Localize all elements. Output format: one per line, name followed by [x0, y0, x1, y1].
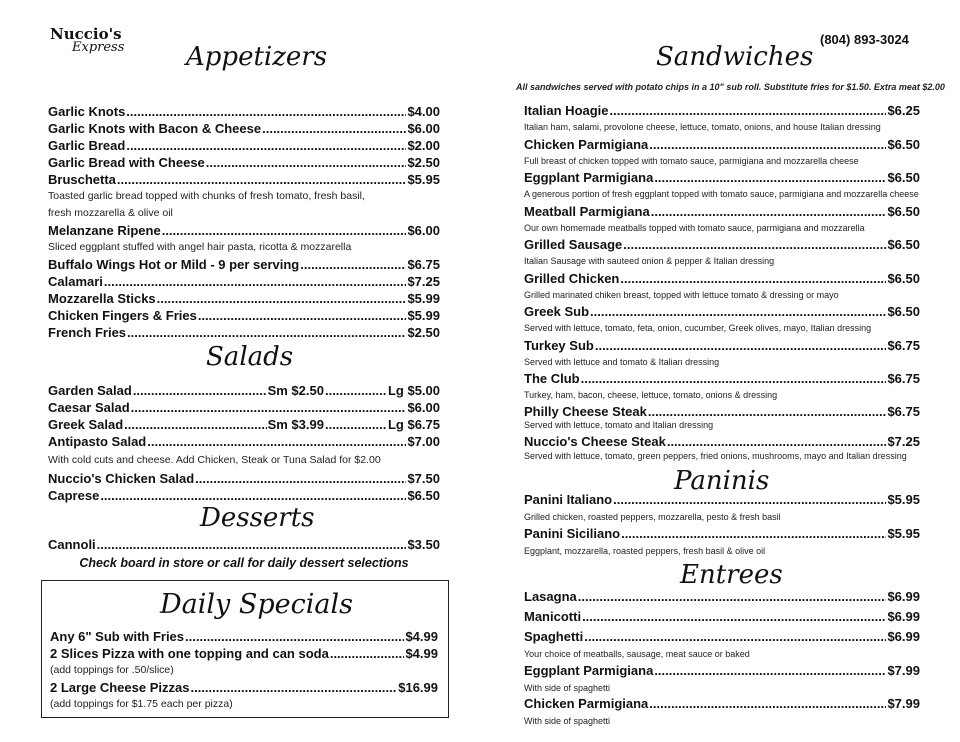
salads-heading: Salads [206, 342, 294, 372]
restaurant-logo [50, 26, 124, 54]
antipasto-description: With cold cuts and cheese. Add Chicken, Steak or Tuna Salad for $2.00 [48, 454, 381, 466]
menu-item-garlic-bread-cheese: Garlic Bread with Cheese ..... $2.50 [48, 154, 440, 171]
menu-item-caprese: Caprese ..... $6.50 [48, 487, 440, 504]
menu-item-panini-siciliano: Panini Siciliano ..... $5.95 [524, 525, 920, 542]
menu-item-meatball-parmigiana: Meatball Parmigiana ..... $6.50 [524, 203, 920, 220]
menu-item-buffalo-wings: Buffalo Wings Hot or Mild - 9 per serving ..... $6.75 [48, 256, 440, 273]
entrees-heading: Entrees [680, 560, 783, 590]
menu-item-mozzarella-sticks: Mozzarella Sticks ..... $5.99 [48, 290, 440, 307]
menu-item-antipasto-salad: Antipasto Salad ..... $7.00 [48, 433, 440, 450]
special-two-slices: 2 Slices Pizza with one topping and can soda ..... $4.99 [50, 645, 438, 662]
chicken-parmigiana-sub-description: Full breast of chicken topped with tomato sauce, parmigiana and mozzarella cheese [524, 156, 859, 166]
paninis-heading: Paninis [674, 466, 770, 496]
eggplant-parmigiana-sub-description: A generous portion of fresh eggplant topped with tomato sauce, parmigiana and mozzarella cheese [524, 189, 919, 199]
menu-item-panini-italiano: Panini Italiano ..... $5.95 [524, 491, 920, 508]
chicken-parmigiana-entree-description: With side of spaghetti [524, 716, 611, 726]
menu-item-spaghetti: Spaghetti ..... $6.99 [524, 628, 920, 645]
menu-item-greek-salad: Greek Salad ..... Sm $3.99 ..... Lg $6.75 [48, 416, 440, 433]
panini-siciliano-description: Eggplant, mozzarella, roasted peppers, fresh basil & olive oil [524, 546, 766, 556]
daily-specials-box [41, 580, 449, 718]
menu-item-chicken-parmigiana-entree: Chicken Parmigiana ..... $7.99 [524, 695, 920, 712]
menu-item-cannoli: Cannoli ..... $3.50 [48, 536, 440, 553]
spaghetti-description: Your choice of meatballs, sausage, meat sauce or baked [524, 649, 750, 659]
menu-item-bruschetta: Bruschetta ..... $5.95 [48, 171, 440, 188]
logo-line-1: Nuccio's [50, 25, 122, 43]
bruschetta-description-2: fresh mozzarella & olive oil [48, 207, 173, 219]
melanzane-description: Sliced eggplant stuffed with angel hair pasta, ricotta & mozzarella [48, 241, 352, 253]
menu-item-grilled-chicken: Grilled Chicken ..... $6.50 [524, 270, 920, 287]
panini-italiano-description: Grilled chicken, roasted peppers, mozzarella, pesto & fresh basil [524, 512, 781, 522]
meatball-parmigiana-description: Our own homemade meatballs topped with tomato sauce, parmigiana and mozzarella [524, 223, 865, 233]
grilled-sausage-description: Italian Sausage with sauteed onion & pepper & Italian dressing [524, 256, 775, 266]
special-toppings-note-2: (add toppings for $1.75 each per pizza) [50, 698, 233, 710]
logo-line-2: Express [72, 40, 125, 55]
menu-item-eggplant-parmigiana-entree: Eggplant Parmigiana ..... $7.99 [524, 662, 920, 679]
sandwiches-intro: All sandwiches served with potato chips in a 10" sub roll. Substitute fries for $1.50. Extra meat $2.00 [516, 82, 945, 92]
menu-item-garlic-knots: Garlic Knots ..... $4.00 [48, 103, 440, 120]
menu-item-lasagna: Lasagna ..... $6.99 [524, 588, 920, 605]
the-club-description: Turkey, ham, bacon, cheese, lettuce, tomato, onions & dressing [524, 390, 778, 400]
menu-item-greek-sub: Greek Sub ..... $6.50 [524, 303, 920, 320]
desserts-note: Check board in store or call for daily dessert selections [79, 556, 409, 570]
greek-sub-description: Served with lettuce, tomato, feta, onion, cucumber, Greek olives, mayo, Italian dressing [524, 323, 872, 333]
menu-item-manicotti: Manicotti ..... $6.99 [524, 608, 920, 625]
menu-item-italian-hoagie: Italian Hoagie ..... $6.25 [524, 102, 920, 119]
italian-hoagie-description: Italian ham, salami, provolone cheese, lettuce, tomato, onions, and house Italian dressing [524, 122, 881, 132]
menu-item-caesar-salad: Caesar Salad ..... $6.00 [48, 399, 440, 416]
bruschetta-description-1: Toasted garlic bread topped with chunks of fresh tomato, fresh basil, [48, 190, 365, 202]
menu-item-philly-cheese-steak: Philly Cheese Steak ..... $6.75 [524, 403, 920, 420]
menu-item-garlic-knots-bacon: Garlic Knots with Bacon & Cheese ..... $6.00 [48, 120, 440, 137]
menu-item-melanzane: Melanzane Ripene ..... $6.00 [48, 222, 440, 239]
menu-item-chicken-parmigiana-sub: Chicken Parmigiana ..... $6.50 [524, 136, 920, 153]
turkey-sub-description: Served with lettuce and tomato & Italian dressing [524, 357, 720, 367]
menu-item-nuccios-cheese-steak: Nuccio's Cheese Steak ..... $7.25 [524, 433, 920, 450]
menu-item-garlic-bread: Garlic Bread ..... $2.00 [48, 137, 440, 154]
sandwiches-heading: Sandwiches [656, 42, 814, 72]
special-sub-with-fries: Any 6" Sub with Fries ..... $4.99 [50, 628, 438, 645]
menu-item-chicken-salad: Nuccio's Chicken Salad ..... $7.50 [48, 470, 440, 487]
menu-item-garden-salad: Garden Salad ..... Sm $2.50 ..... Lg $5.00 [48, 382, 440, 399]
menu-item-calamari: Calamari ..... $7.25 [48, 273, 440, 290]
menu-item-the-club: The Club ..... $6.75 [524, 370, 920, 387]
grilled-chicken-description: Grilled marinated chiken breast, topped with lettuce tomato & dressing or mayo [524, 290, 839, 300]
menu-item-french-fries: French Fries ..... $2.50 [48, 324, 440, 341]
phone-number: (804) 893-3024 [820, 32, 909, 47]
eggplant-parmigiana-entree-description: With side of spaghetti [524, 683, 611, 693]
menu-item-turkey-sub: Turkey Sub ..... $6.75 [524, 337, 920, 354]
special-large-cheese-pizzas: 2 Large Cheese Pizzas ..... $16.99 [50, 679, 438, 696]
daily-specials-heading: Daily Specials [160, 589, 353, 620]
special-toppings-note-1: (add toppings for .50/slice) [50, 664, 174, 676]
menu-item-eggplant-parmigiana-sub: Eggplant Parmigiana ..... $6.50 [524, 169, 920, 186]
appetizers-heading: Appetizers [186, 42, 328, 72]
nuccios-cheese-steak-description: Served with lettuce, tomato, green peppers, fried onions, mushrooms, mayo and Italian dressing [524, 451, 907, 461]
menu-item-grilled-sausage: Grilled Sausage ..... $6.50 [524, 236, 920, 253]
menu-item-chicken-fingers: Chicken Fingers & Fries ..... $5.99 [48, 307, 440, 324]
philly-cheese-steak-description: Served with lettuce, tomato and Italian dressing [524, 420, 714, 430]
desserts-heading: Desserts [200, 503, 315, 533]
